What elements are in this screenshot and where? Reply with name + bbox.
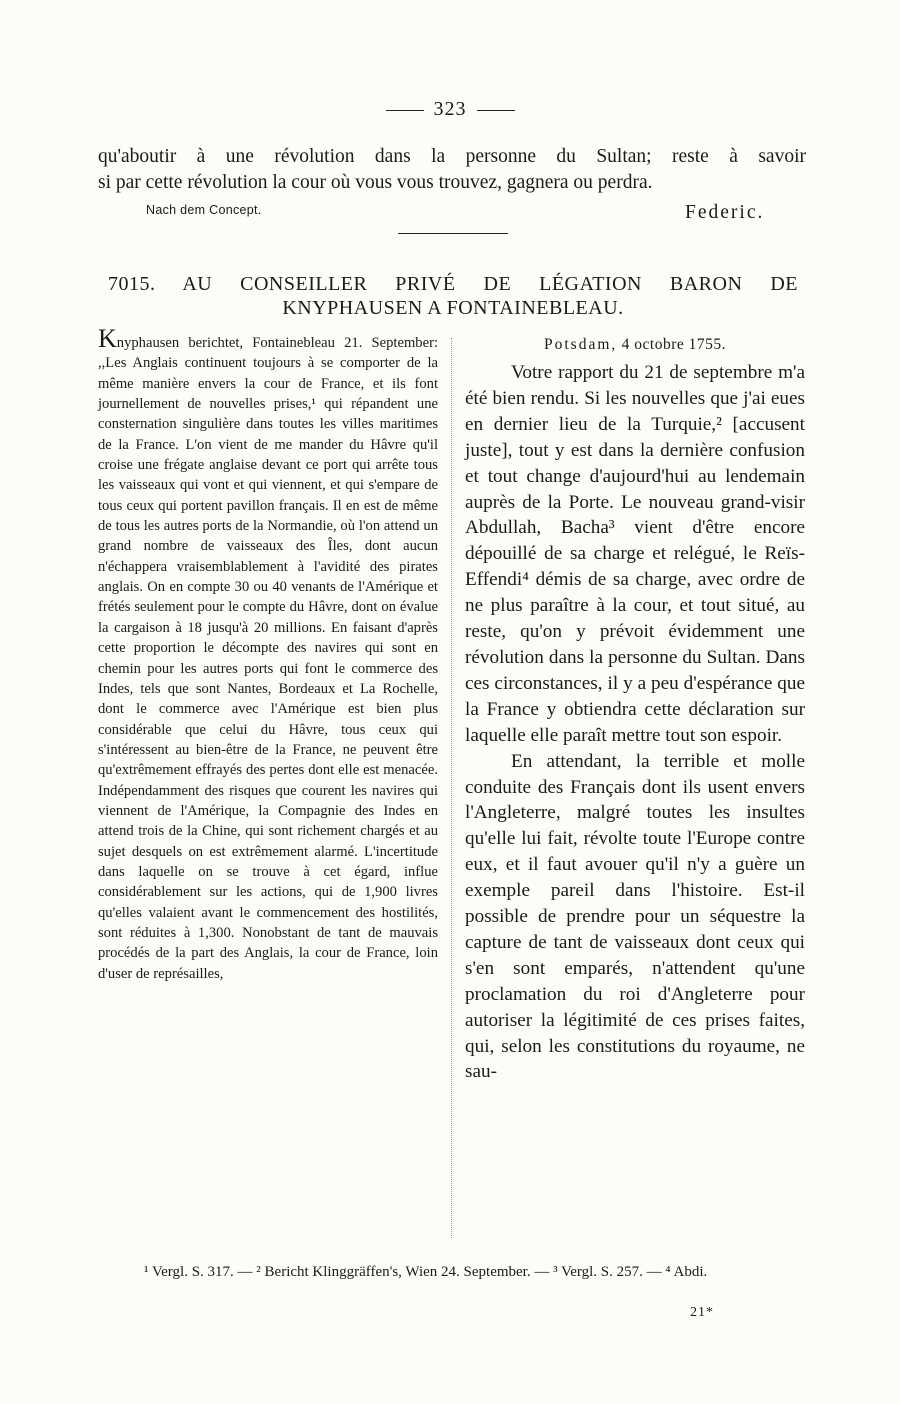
page-number-row xyxy=(0,98,900,121)
dateline-date: 4 octobre 1755. xyxy=(621,336,726,353)
letter-body-column xyxy=(465,334,805,1085)
carry-over-line-2: si par cette révolution la cour où vous vous trouvez, gagnera ou perdra. xyxy=(98,172,653,193)
page-number-dash-left xyxy=(386,110,424,111)
carry-over-line-1: qu'aboutir à une révolution dans la personne du Sultan; reste à savoir xyxy=(98,146,806,167)
letter-heading xyxy=(108,272,798,320)
column-divider xyxy=(451,338,452,1238)
signature: Federic. xyxy=(685,202,765,223)
footnotes xyxy=(98,1262,806,1283)
drop-cap: K xyxy=(98,324,117,353)
footnotes-text: ¹ Vergl. S. 317. — ² Bericht Klinggräffen's, Wien 24. September. — ³ Vergl. S. 257. — ⁴ Abdi. xyxy=(144,1264,708,1280)
letter-paragraph-2: En attendant, la terrible et molle conduite des Français dont ils usent envers l'Angleterre, malgré toutes les insultes qu'elle lui fait, révolte toute l'Europe contre eux, et il faut avouer qu'il n'y a guère un exemple pareil dans l'histoire. Est-il possible de prendre pour un séquestre la capture de tant de vaisseaux dont ceux qui s'en sont emparés, n'attendent qu'une proclamation du roi d'Angleterre pour autoriser la légitimité de ces prises faites, qui, selon les constitutions du royaume, ne sau- xyxy=(465,750,805,1083)
source-note: Nach dem Concept. xyxy=(146,203,262,217)
report-summary-text: nyphausen berichtet, Fontainebleau 21. September: ,,Les Anglais continuent toujours à se comporter de la même manière envers la cour de France, et ils font journellement de nouvelles prises,¹ qui répandent une consternation singulière dans toutes les villes maritimes de la France. L'on vient de me mander du Hâvre qu'il croise une frégate anglaise devant ce port qui arrête tous les vaisseaux qui vont et qui viennent, et qui s'empare de tous ceux qui portent pavillon français. Il en est de même de tous les autres ports de la Normandie, où l'on attend un grand nombre de vaisseaux des Îles, dont aucun n'échappera vraisemblablement à l'avidité des pirates anglais. On en compte 30 ou 40 venants de l'Amérique et frétés seulement pour le compte du Hâvre, dont on évalue la cargaison à 18 jusqu'à 20 millions. En faisant d'après cette proportion le décompte des navires qui sont en chemin pour les autres ports qui font le commerce des Indes, tels que sont Nantes, Bordeaux et La Rochelle, dont le commerce avec l'Amérique est bien plus considérable que celui du Hâvre, tous ceux qui s'intéressent au bien-être de la France, ne peuvent être qu'extrêmement effrayés des pertes dont elle est menacée. Indépendamment des risques que courent les navires qui viennent de l'Amérique, la Compagnie des Indes en attend trois de la Chine, qui sont richement chargés et au sujet desquels on est extrêmement alarmé. L'incertitude dans laquelle on se trouve à cet égard, influe considérablement sur les actions, qui de 1,900 livres qu'elles valaient avant le commencement des hostilités, sont réduites à 1,300. Nonobstant de tant de mauvais procédés de la part des Anglais, la cour de France, loin d'user de représailles, xyxy=(98,335,438,982)
letter-paragraph-1: Votre rapport du 21 de septembre m'a été bien rendu. Si les nouvelles que j'ai eues en dernier lieu de la Turquie,² [accusent juste], tout y est dans la dernière confusion et tout change d'aujourd'hui au lendemain auprès de la Porte. Le nouveau grand-visir Abdullah, Bacha³ vient d'être encore dépouillé de sa charge et relégué, le Reïs-Effendi⁴ démis de sa charge, avec ordre de ne plus paraître à la cour, et tout situé, au reste, qu'on y prévoit évidemment une révolution dans la personne du Sultan. Dans ces circonstances, il y a peu d'espérance que la France y obtiendra cette déclaration sur laquelle elle paraît mettre tout son espoir. xyxy=(465,362,805,746)
letter-heading-line-1: 7015. AU CONSEILLER PRIVÉ DE LÉGATION BARON DE xyxy=(108,273,798,295)
dateline-place: Potsdam, xyxy=(543,336,618,353)
section-separator xyxy=(398,233,508,234)
page-number: 323 xyxy=(433,98,467,120)
letter-heading-line-2: KNYPHAUSEN A FONTAINEBLEAU. xyxy=(282,297,624,319)
report-summary-column xyxy=(98,324,438,984)
page-number-dash-right xyxy=(477,110,515,111)
carry-over-text xyxy=(98,144,806,196)
sheet-signature-mark: 21* xyxy=(690,1305,714,1320)
dateline xyxy=(465,334,805,356)
